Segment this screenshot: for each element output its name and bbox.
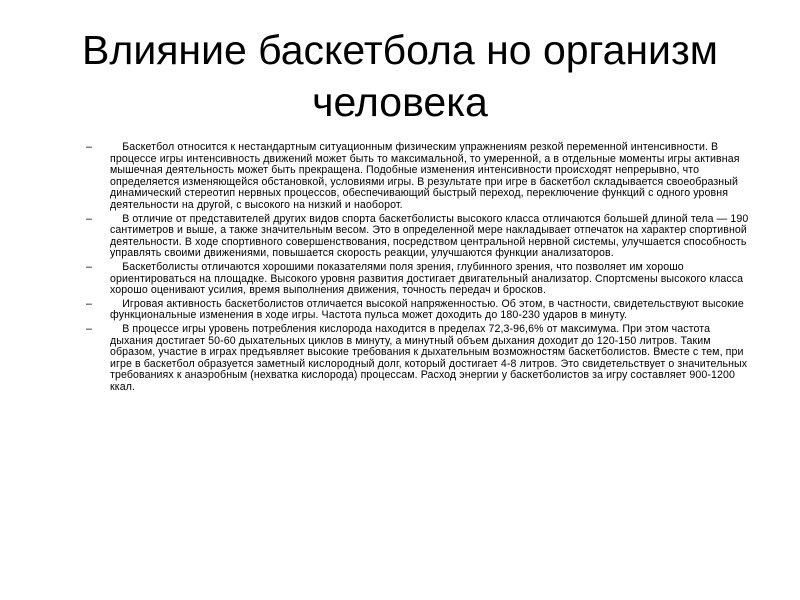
paragraph-5 — [86, 324, 754, 394]
bullet-dash: – — [86, 260, 92, 273]
paragraph-text: Баскетболисты отличаются хорошими показателями поля зрения, глубинного зрения, что позволяет им хорошо ориентироваться на площадке. Высокого уровня развития достигает двигательный анализатор. Спортсмены высокого класса хорошо оценивают усилия, время выполнения движения, точность передач и бросков. — [110, 260, 747, 297]
bullet-dash: – — [86, 297, 92, 310]
paragraph-text: В отличие от представителей других видов спорта баскетболисты высокого класса отличаются большей длиной тела — 190 сантиметров и выше, а также значительным весом. Это в определенной мере накладывает отпечаток на характер спортивной деятельности. В ходе спортивного совершенствования, посредством центральной нервной системы, улучшается способность управлять своими движениями, повышается скорость реакции, улучшаются функции анализаторов. — [110, 212, 752, 260]
paragraph-text: В процессе игры уровень потребления кислорода находится в пределах 72,3-96,6% от максимума. При этом частота дыхания достигает 50-60 дыхательных циклов в минуту, а минутный объем дыхания доходит до 120-150 литров. Таким образом, участие в играх предъявляет высокие требования к дыхательным возможностям баскетболистов. Вместе с тем, при игре в баскетбол образуется заметный кислородный долг, который достигает 4-8 литров. Это свидетельствует о значительных требованиях к анаэробным (нехватка кислорода) процессам. Расход энергии у баскетболистов за игру составляет 900-1200 ккал. — [110, 322, 751, 393]
bullet-dash: – — [86, 212, 92, 225]
paragraph-2 — [86, 214, 754, 260]
paragraph-1 — [86, 142, 754, 212]
slide-title: Влияние баскетбола но организм человека — [82, 27, 718, 125]
bullet-dash: – — [86, 322, 92, 335]
bullet-dash: – — [86, 141, 92, 153]
slide-body — [86, 142, 754, 395]
paragraph-text: Баскетбол относится к нестандартным ситуационным физическим упражнениям резкой переменной интенсивности. В процессе игры интенсивность движений может быть то максимальной, то умеренной, а в отдельные моменты игры активная мышечная деятельность может быть прекращена. Подобные изменения интенсивности происходят непрерывно, что определяется изменяющейся обстановкой, условиями игры. В результате при игре в баскетбол складывается своеобразный динамический стереотип нервных процессов, обеспечивающий быстрый переход, переключение функций с одного уровня деятельности на другой, с высокого на низкий и наоборот. — [110, 141, 743, 211]
paragraph-4 — [86, 299, 754, 322]
paragraph-text: Игровая активность баскетболистов отличается высокой напряженностью. Об этом, в частности, свидетельствуют высокие функциональные изменения в ходе игры. Частота пульса может доходить до 180-230 ударов в минуту. — [110, 297, 747, 322]
paragraph-3 — [86, 262, 754, 297]
